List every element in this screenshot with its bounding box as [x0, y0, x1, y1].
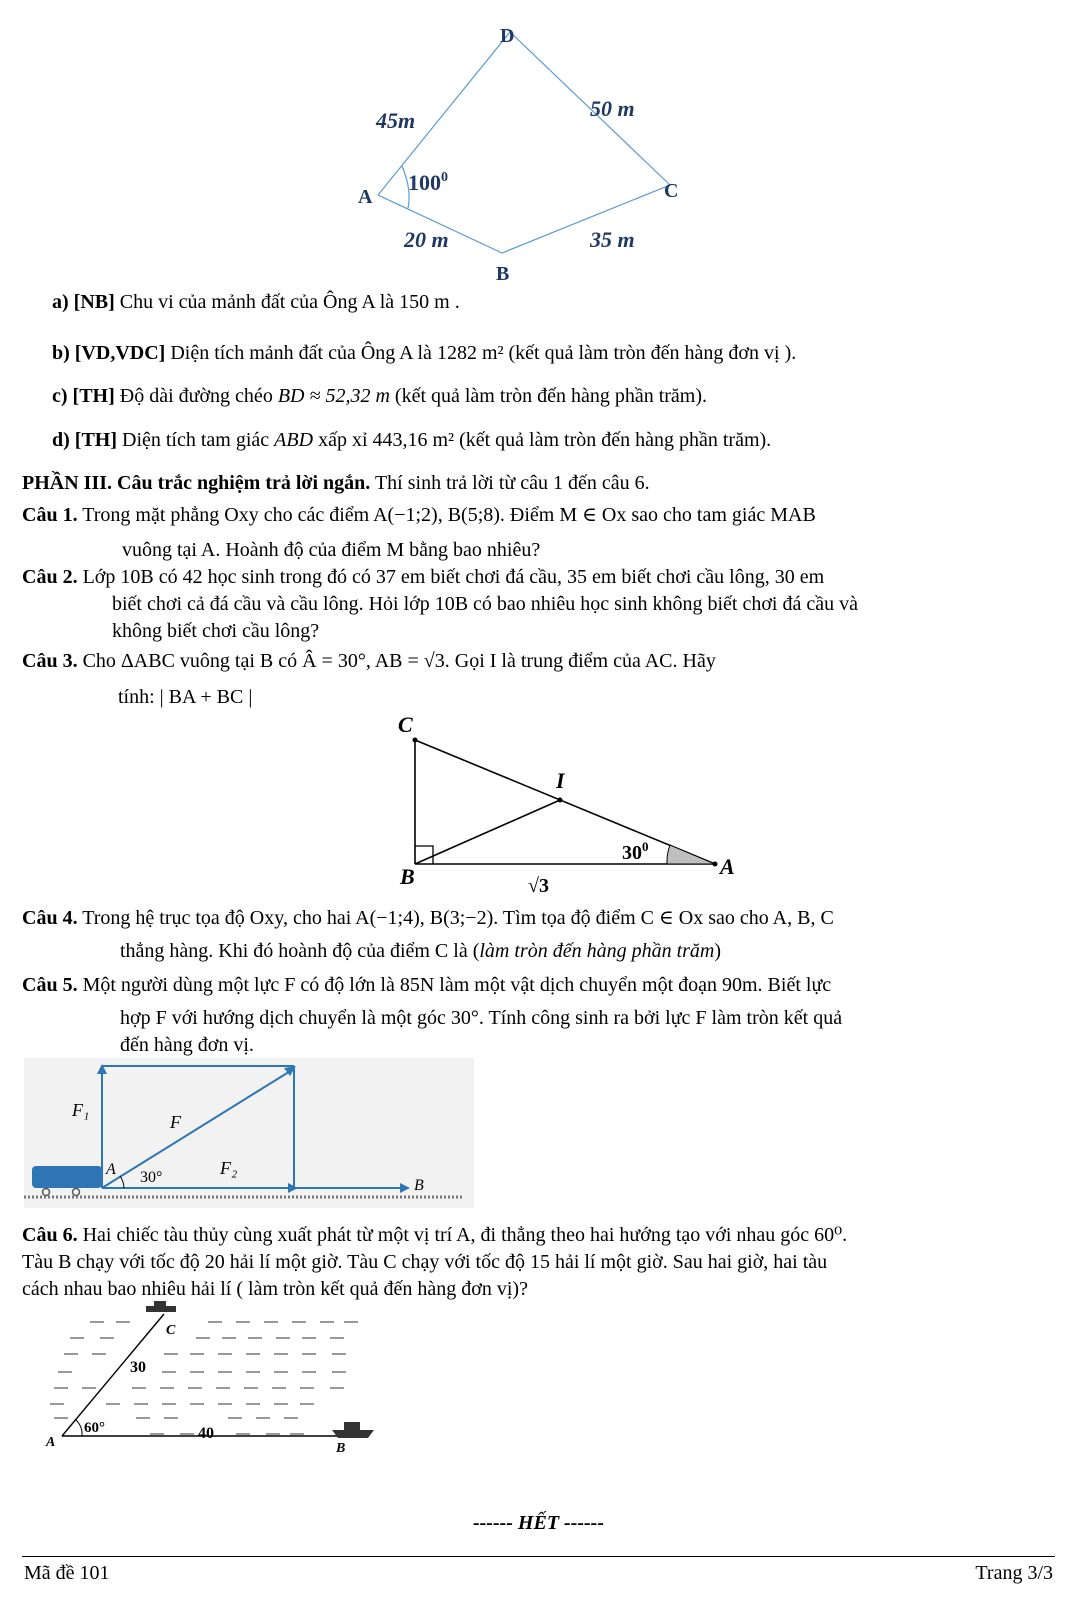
- label-F2: F₂: [220, 1158, 238, 1178]
- question-4: Câu 4. Trong hệ trục tọa độ Oxy, cho hai A(−1;4), B(3;−2). Tìm tọa độ điểm C ∈ Ox sao cho A, B, C: [22, 907, 834, 929]
- label-AB: 20 m: [404, 227, 449, 252]
- triangle-figure: [390, 712, 760, 902]
- label-angle: $30^0$: [622, 839, 649, 864]
- water-dashes: [50, 1322, 358, 1434]
- label-base: 40: [198, 1425, 214, 1442]
- statement-a: a) [NB] Chu vi của mảnh đất của Ông A là 150 m .: [52, 291, 460, 313]
- point-I: [558, 798, 563, 803]
- statement-c: c) [TH] Độ dài đường chéo BD ≈ 52,32 m (kết quả làm tròn đến hàng phần trăm).: [52, 385, 708, 407]
- ships-figure: [40, 1300, 390, 1460]
- question-5-line3: đến hàng đơn vị.: [120, 1034, 254, 1056]
- force-figure: [24, 1058, 474, 1208]
- label-A: A: [46, 1435, 56, 1450]
- quadrilateral-figure: [340, 20, 700, 290]
- statement-d: d) [TH] Diện tích tam giác ABD xấp xỉ 443,16 m² (kết quả làm tròn đến hàng phần trăm).: [52, 429, 772, 451]
- label-B: B: [496, 263, 510, 285]
- right-angle-mark: [415, 846, 433, 864]
- label-D: D: [500, 25, 515, 47]
- point-A: [713, 862, 718, 867]
- question-5: Câu 5. Một người dùng một lực F có độ lớn là 85N làm một vật dịch chuyển một đoạn 90m. Biết lực: [22, 974, 832, 996]
- question-2-line2: biết chơi cả đá cầu và cầu lông. Hỏi lớp 10B có bao nhiêu học sinh không biết chơi đá cầu và: [112, 593, 858, 615]
- label-C: C: [166, 1323, 176, 1338]
- label-angle: 30°: [140, 1169, 163, 1186]
- label-C: C: [664, 180, 679, 202]
- question-4-line2: thẳng hàng. Khi đó hoành độ của điểm C là (làm tròn đến hàng phần trăm): [120, 940, 722, 962]
- page-number: Trang 3/3: [975, 1562, 1053, 1584]
- footer-rule: [22, 1556, 1055, 1557]
- label-F: F: [170, 1112, 181, 1132]
- angle-arc: [76, 1420, 82, 1436]
- question-2-line3: không biết chơi cầu lông?: [112, 620, 320, 642]
- label-DC: 50 m: [590, 96, 635, 121]
- question-3-line2: tính: | BA + BC |: [118, 686, 253, 708]
- cart: [32, 1166, 102, 1188]
- label-B: B: [400, 864, 415, 889]
- label-BC: 35 m: [590, 227, 635, 252]
- statement-b: b) [VD,VDC] Diện tích mảnh đất của Ông A là 1282 m² (kết quả làm tròn đến hàng đơn vị ).: [52, 342, 797, 364]
- label-A: A: [720, 854, 735, 879]
- point-C: [413, 738, 418, 743]
- label-B: B: [336, 1441, 346, 1456]
- label-I: I: [556, 768, 565, 793]
- label-angle: $100^0$: [408, 170, 448, 195]
- question-6-line3: cách nhau bao nhiêu hải lí ( làm tròn kết quả đến hàng đơn vị)?: [22, 1278, 528, 1300]
- ship-B-icon: [332, 1422, 374, 1438]
- label-A: A: [358, 186, 373, 208]
- label-F1: F₁: [72, 1100, 90, 1120]
- question-3: Câu 3. Cho ΔABC vuông tại B có Â = 30°, AB = √3. Gọi I là trung điểm của AC. Hãy: [22, 650, 716, 672]
- question-1: Câu 1. Trong mặt phẳng Oxy cho các điểm A(−1;2), B(5;8). Điểm M ∈ Ox sao cho tam giác MAB: [22, 504, 816, 526]
- exam-code: Mã đề 101: [24, 1562, 110, 1584]
- label-C: C: [398, 712, 413, 737]
- end-mark: ------ HẾT ------: [472, 1512, 605, 1534]
- angle-A-shade: [667, 845, 715, 864]
- part3-heading: PHẦN III. Câu trắc nghiệm trả lời ngắn. Thí sinh trả lời từ câu 1 đến câu 6.: [22, 472, 650, 494]
- question-6: Câu 6. Hai chiếc tàu thủy cùng xuất phát từ một vị trí A, đi thẳng theo hai hướng tạo với nhau góc 60⁰.: [22, 1224, 848, 1246]
- question-5-line2: hợp F với hướng dịch chuyển là một góc 30°. Tính công sinh ra bởi lực F làm tròn kết quả: [120, 1007, 843, 1029]
- ship-C-icon: [146, 1301, 176, 1312]
- label-angle: 60°: [84, 1420, 105, 1436]
- label-side: 30: [130, 1359, 146, 1376]
- label-AD: 45m: [376, 108, 416, 133]
- median-BI: [415, 800, 560, 864]
- question-2: Câu 2. Lớp 10B có 42 học sinh trong đó có 37 em biết chơi đá cầu, 35 em biết chơi cầu lông, 30 em: [22, 566, 825, 588]
- question-6-line2: Tàu B chạy với tốc độ 20 hải lí một giờ. Tàu C chạy với tốc độ 15 hải lí một giờ. Sau hai giờ, hai tàu: [22, 1251, 828, 1273]
- label-B: B: [414, 1177, 424, 1194]
- label-A: A: [106, 1161, 116, 1178]
- label-AB: √3: [528, 875, 549, 897]
- quad-outline: [378, 32, 670, 253]
- question-1-line2: vuông tại A. Hoành độ của điểm M bằng bao nhiêu?: [122, 539, 541, 561]
